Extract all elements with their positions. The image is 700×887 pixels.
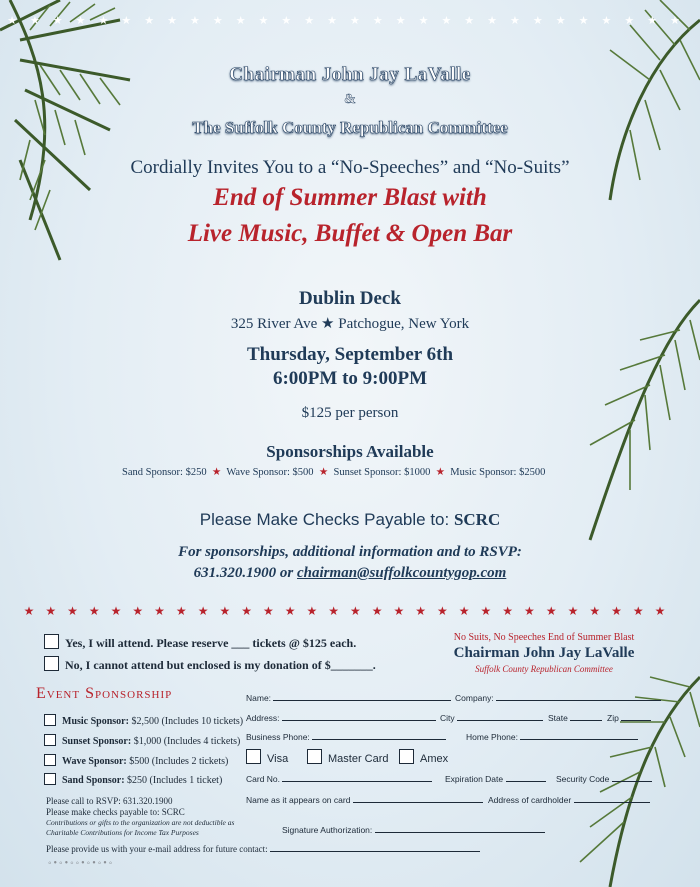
sponsor-option-wave bbox=[44, 754, 228, 767]
security-label: Security Code bbox=[556, 774, 610, 784]
flourish-ornament: ◦•◦•◦◦•◦•◦•◦ bbox=[48, 858, 115, 869]
home-phone-field[interactable] bbox=[520, 731, 638, 740]
reply-box-title: No Suits, No Speeches End of Summer Blast bbox=[453, 632, 635, 643]
city-label: City bbox=[440, 713, 455, 723]
company-field[interactable] bbox=[496, 692, 661, 701]
visa-label: Visa bbox=[267, 753, 289, 765]
rsvp-line: For sponsorships, additional information and to RSVP: bbox=[178, 544, 522, 560]
sponsor-option-name: Sand Sponsor: bbox=[62, 775, 125, 786]
card-number-field[interactable] bbox=[282, 773, 432, 782]
sponsor-option-name: Music Sponsor: bbox=[62, 716, 129, 727]
company-row bbox=[455, 692, 661, 703]
checks-prefix: Please Make Checks Payable to: bbox=[199, 510, 450, 529]
sponsor-wave-checkbox[interactable] bbox=[44, 754, 56, 766]
email-prompt-label: Please provide us with your e-mail address for future contact: bbox=[46, 844, 268, 854]
state-field[interactable] bbox=[570, 712, 602, 721]
venue-address bbox=[0, 314, 700, 333]
sponsorships-title: Sponsorships Available bbox=[266, 442, 434, 461]
zip-row bbox=[607, 712, 651, 723]
amex-label: Amex bbox=[420, 753, 449, 765]
star-icon: ★ bbox=[316, 467, 331, 478]
committee-title: The Suffolk County Republican Committee bbox=[192, 118, 508, 137]
security-row bbox=[556, 773, 652, 784]
chairman-title: Chairman John Jay LaValle bbox=[229, 64, 471, 85]
city-row bbox=[440, 712, 543, 723]
cardholder-address-row bbox=[488, 794, 650, 805]
business-phone-label: Business Phone: bbox=[246, 732, 310, 742]
event-title-line2: Live Music, Buffet & Open Bar bbox=[187, 220, 513, 247]
address-row bbox=[246, 712, 436, 723]
star-icon: ★ bbox=[321, 316, 335, 332]
top-star-border: ★★★★★★★★★★★★★★★★★★★★★★★★★★★★★★ bbox=[7, 15, 693, 27]
cardholder-address-field[interactable] bbox=[574, 794, 650, 803]
expiration-row bbox=[445, 773, 546, 784]
sponsor-option-music bbox=[44, 714, 243, 727]
sponsor-option-detail: $1,000 (Includes 4 tickets) bbox=[133, 736, 241, 747]
zip-field[interactable] bbox=[621, 712, 651, 721]
mastercard-option bbox=[307, 749, 389, 765]
address-street: 325 River Ave bbox=[230, 316, 318, 332]
ticket-price: $125 per person bbox=[301, 405, 399, 421]
event-time: 6:00PM to 9:00PM bbox=[272, 368, 428, 389]
attend-yes-label: Yes, I will attend. Please reserve ___ tickets @ $125 each. bbox=[65, 636, 357, 650]
card-number-label: Card No. bbox=[246, 774, 281, 784]
address-label: Address: bbox=[246, 713, 280, 723]
sponsor-option-sunset bbox=[44, 734, 240, 747]
home-phone-label: Home Phone: bbox=[466, 732, 518, 742]
sponsor-option-detail: $250 (Includes 1 ticket) bbox=[127, 775, 223, 786]
sponsor-option-detail: $2,500 (Includes 10 tickets) bbox=[131, 716, 244, 727]
zip-label: Zip bbox=[607, 713, 619, 723]
company-label: Company: bbox=[455, 693, 494, 703]
email-prompt bbox=[46, 843, 480, 854]
state-row bbox=[548, 712, 602, 723]
signature-label: Signature Authorization: bbox=[282, 825, 373, 835]
name-row bbox=[246, 692, 451, 703]
sponsor-option-name: Sunset Sponsor: bbox=[62, 736, 132, 747]
business-phone-row bbox=[246, 731, 446, 742]
signature-field[interactable] bbox=[375, 824, 545, 833]
reply-box-sub: Suffolk County Republican Committee bbox=[475, 664, 613, 674]
invite-line: Cordially Invites You to a “No-Speeches” and “No-Suits” bbox=[130, 157, 570, 178]
sponsor-option-sand bbox=[44, 773, 222, 786]
state-label: State bbox=[548, 713, 568, 723]
attend-no-row bbox=[44, 656, 376, 673]
rsvp-call-note: Please call to RSVP: 631.320.1900 bbox=[46, 796, 173, 806]
rsvp-email-link[interactable]: chairman@suffolkcountygop.com bbox=[297, 565, 507, 581]
mastercard-label: Master Card bbox=[328, 753, 389, 765]
attend-no-label: No, I cannot attend but enclosed is my donation of $_______. bbox=[65, 658, 376, 672]
attend-no-checkbox[interactable] bbox=[44, 656, 59, 671]
rsvp-contact bbox=[0, 565, 700, 582]
disclaimer-line2: Charitable Contributions for Income Tax Purposes bbox=[46, 828, 199, 837]
sponsorship-levels bbox=[122, 466, 592, 478]
divider-star-border: ★★★★★★★★★★★★★★★★★★★★★★★★★★★★★★ bbox=[23, 604, 677, 618]
amex-checkbox[interactable] bbox=[399, 749, 414, 764]
sponsor-level: Sunset Sponsor: $1000 bbox=[333, 467, 431, 478]
business-phone-field[interactable] bbox=[312, 731, 446, 740]
event-sponsorship-title: Event Sponsorship bbox=[36, 685, 173, 702]
signature-row bbox=[282, 824, 545, 835]
name-field[interactable] bbox=[273, 692, 451, 701]
checks-payable bbox=[0, 510, 700, 530]
security-field[interactable] bbox=[612, 773, 652, 782]
home-phone-row bbox=[466, 731, 638, 742]
payable-note: Please make checks payable to: SCRC bbox=[46, 807, 185, 817]
ampersand: & bbox=[344, 92, 356, 107]
mastercard-checkbox[interactable] bbox=[307, 749, 322, 764]
name-label: Name: bbox=[246, 693, 272, 703]
sponsor-music-checkbox[interactable] bbox=[44, 714, 56, 726]
attend-yes-row bbox=[44, 634, 356, 651]
card-number-row bbox=[246, 773, 432, 784]
amex-option bbox=[399, 749, 448, 765]
venue-name: Dublin Deck bbox=[299, 288, 401, 309]
rsvp-phone: 631.320.1900 or bbox=[193, 565, 294, 581]
email-field[interactable] bbox=[270, 843, 480, 852]
sponsor-sunset-checkbox[interactable] bbox=[44, 734, 56, 746]
event-date: Thursday, September 6th bbox=[246, 344, 454, 365]
name-on-card-label: Name as it appears on card bbox=[246, 795, 351, 805]
city-field[interactable] bbox=[457, 712, 543, 721]
name-on-card-field[interactable] bbox=[353, 794, 483, 803]
name-on-card-row bbox=[246, 794, 483, 805]
sponsor-sand-checkbox[interactable] bbox=[44, 773, 56, 785]
attend-yes-checkbox[interactable] bbox=[44, 634, 59, 649]
address-field[interactable] bbox=[282, 712, 436, 721]
address-city: Patchogue, New York bbox=[338, 316, 470, 332]
expiration-label: Expiration Date bbox=[445, 774, 504, 784]
sponsor-option-detail: $500 (Includes 2 tickets) bbox=[129, 756, 229, 767]
sponsor-option-name: Wave Sponsor: bbox=[62, 756, 127, 767]
reply-box-name: Chairman John Jay LaValle bbox=[453, 645, 635, 661]
event-title-line1: End of Summer Blast with bbox=[213, 184, 487, 211]
checks-payee: SCRC bbox=[453, 510, 501, 529]
sponsor-level: Wave Sponsor: $500 bbox=[226, 467, 314, 478]
expiration-field[interactable] bbox=[506, 773, 546, 782]
disclaimer-line1: Contributions or gifts to the organization are not deductible as bbox=[46, 818, 235, 827]
sponsor-level: Music Sponsor: $2500 bbox=[450, 467, 546, 478]
sponsor-level: Sand Sponsor: $250 bbox=[122, 467, 207, 478]
star-icon: ★ bbox=[432, 467, 448, 478]
star-icon: ★ bbox=[209, 467, 224, 478]
visa-checkbox[interactable] bbox=[246, 749, 261, 764]
cardholder-address-label: Address of cardholder bbox=[488, 795, 572, 805]
visa-option bbox=[246, 749, 288, 765]
